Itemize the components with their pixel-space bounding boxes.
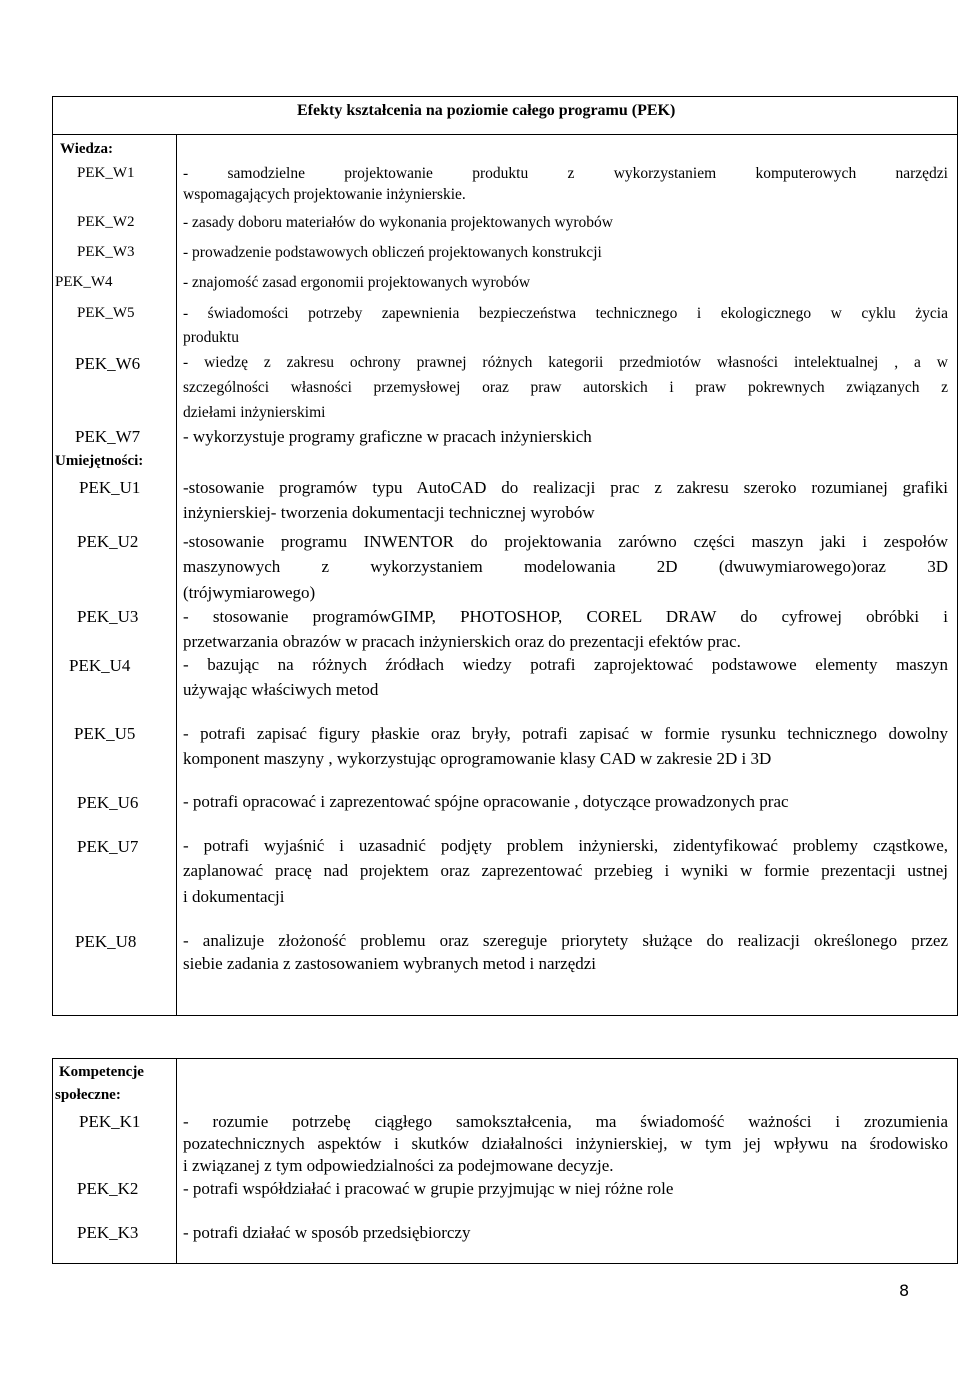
pek-description-line: używając właściwych metod: [183, 680, 379, 699]
pek-code: PEK_W1: [77, 165, 135, 181]
pek-description-line: przetwarzania obrazów w pracach inżynierskich oraz do prezentacji efektów prac.: [183, 632, 741, 651]
column-divider: [176, 134, 177, 1016]
pek-description-line: - rozumie potrzebę ciągłego samokształcenia, ma świadomość ważności i zrozumienia: [183, 1112, 948, 1131]
pek-description-line: - wiedzę z zakresu ochrony prawnej różnych kategorii przedmiotów własności intelektualnej , a w: [183, 354, 948, 371]
pek-description-line: zaplanować pracę nad projektem oraz zaprezentować przebieg i wyniki w formie prezentacji ustnej: [183, 861, 948, 880]
pek-code: PEK_W3: [77, 244, 135, 260]
pek-description-line: dziełami inżynierskimi: [183, 404, 326, 421]
pek-description-line: inżynierskiej- tworzenia dokumentacji technicznej wyrobów: [183, 503, 595, 522]
pek-code: PEK_U3: [77, 607, 139, 626]
pek-description-line: - zasady doboru materiałów do wykonania projektowanych wyrobów: [183, 214, 614, 231]
pek-description-line: - potrafi zapisać figury płaskie oraz bryły, potrafi zapisać w formie rysunku technicznego dowolny: [183, 724, 948, 743]
pek-description-line: (trójwymiarowego): [183, 583, 316, 602]
pek-description-line: i dokumentacji: [183, 887, 285, 906]
pek-description-line: - wykorzystuje programy graficzne w pracach inżynierskich: [183, 427, 592, 446]
pek-description-line: - potrafi opracować i zaprezentować spójne opracowanie , dotyczące prowadzonych prac: [183, 792, 789, 811]
pek-description-line: - znajomość zasad ergonomii projektowanych wyrobów: [183, 274, 531, 291]
column-divider: [176, 1058, 177, 1264]
pek-description-line: - potrafi wyjaśnić i uzasadnić podjęty problem inżynierski, zidentyfikować problemy cząstkowe,: [183, 836, 948, 855]
pek-description-line: - prowadzenie podstawowych obliczeń projektowanych konstrukcji: [183, 244, 602, 261]
pek-code: PEK_W7: [75, 427, 141, 446]
pek-code: PEK_W5: [77, 305, 135, 321]
table-title: Efekty kształcenia na poziomie całego programu (PEK): [297, 102, 676, 119]
pek-description-line: komponent maszyny , wykorzystując oprogramowanie klasy CAD w zakresie 2D i 3D: [183, 749, 772, 768]
pek-code: PEK_K3: [77, 1223, 139, 1242]
header-divider: [52, 134, 958, 135]
pek-description-line: produktu: [183, 329, 239, 346]
pek-description-line: siebie zadania z zastosowaniem wybranych metod i narzędzi: [183, 954, 597, 973]
pek-description-line: -stosowanie programu INWENTOR do projektowania zarówno części maszyn jaki i zespołów: [183, 532, 948, 551]
section-label-kompetencje: Kompetencje: [59, 1064, 144, 1080]
pek-description-line: - świadomości potrzeby zapewnienia bezpieczeństwa technicznego i ekologicznego w cyklu życia: [183, 305, 948, 322]
section-label-kompetencje-2: społeczne:: [55, 1087, 121, 1103]
pek-description-line: - potrafi działać w sposób przedsiębiorczy: [183, 1223, 471, 1242]
pek-description-line: -stosowanie programów typu AutoCAD do realizacji prac z zakresu szeroko rozumianej grafiki: [183, 478, 948, 497]
pek-description-line: - samodzielne projektowanie produktu z wykorzystaniem komputerowych narzędzi: [183, 165, 948, 182]
pek-description-line: maszynowych z wykorzystaniem modelowania 2D (dwuwymiarowego)oraz 3D: [183, 557, 948, 576]
pek-description-line: - bazując na różnych źródłach wiedzy potrafi zaprojektować podstawowe elementy maszyn: [183, 655, 948, 674]
page-number: 8: [899, 1281, 910, 1300]
pek-description-line: i związanej z tym odpowiedzialności za podejmowane decyzje.: [183, 1156, 614, 1175]
pek-code: PEK_U6: [77, 793, 139, 812]
pek-code: PEK_W4: [55, 274, 113, 290]
pek-code: PEK_U4: [69, 656, 131, 675]
pek-description-line: - potrafi współdziałać i pracować w grupie przyjmując w niej różne role: [183, 1179, 674, 1198]
pek-description-line: szczególności własności przemysłowej oraz praw autorskich i praw pokrewnych związanych z: [183, 379, 948, 396]
pek-code: PEK_W2: [77, 214, 135, 230]
pek-code: PEK_W6: [75, 354, 141, 373]
pek-description-line: wspomagających projektowanie inżynierskie.: [183, 186, 466, 203]
pek-description-line: - stosowanie programówGIMP, PHOTOSHOP, COREL DRAW do cyfrowej obróbki i: [183, 607, 948, 626]
pek-code: PEK_K2: [77, 1179, 139, 1198]
section-label-wiedza: Wiedza:: [60, 141, 114, 157]
pek-code: PEK_K1: [79, 1112, 141, 1131]
pek-description-line: - analizuje złożoność problemu oraz szereguje priorytety służące do realizacji określonego przez: [183, 931, 948, 950]
pek-description-line: pozatechnicznych aspektów i skutków działalności inżynierskiej, w tym jej wpływu na środowisko: [183, 1134, 948, 1153]
pek-code: PEK_U2: [77, 532, 139, 551]
section-label-umiejetnosci: Umiejętności:: [55, 453, 144, 469]
pek-code: PEK_U1: [79, 478, 141, 497]
pek-code: PEK_U7: [77, 837, 139, 856]
pek-code: PEK_U8: [75, 932, 137, 951]
pek-code: PEK_U5: [74, 724, 136, 743]
